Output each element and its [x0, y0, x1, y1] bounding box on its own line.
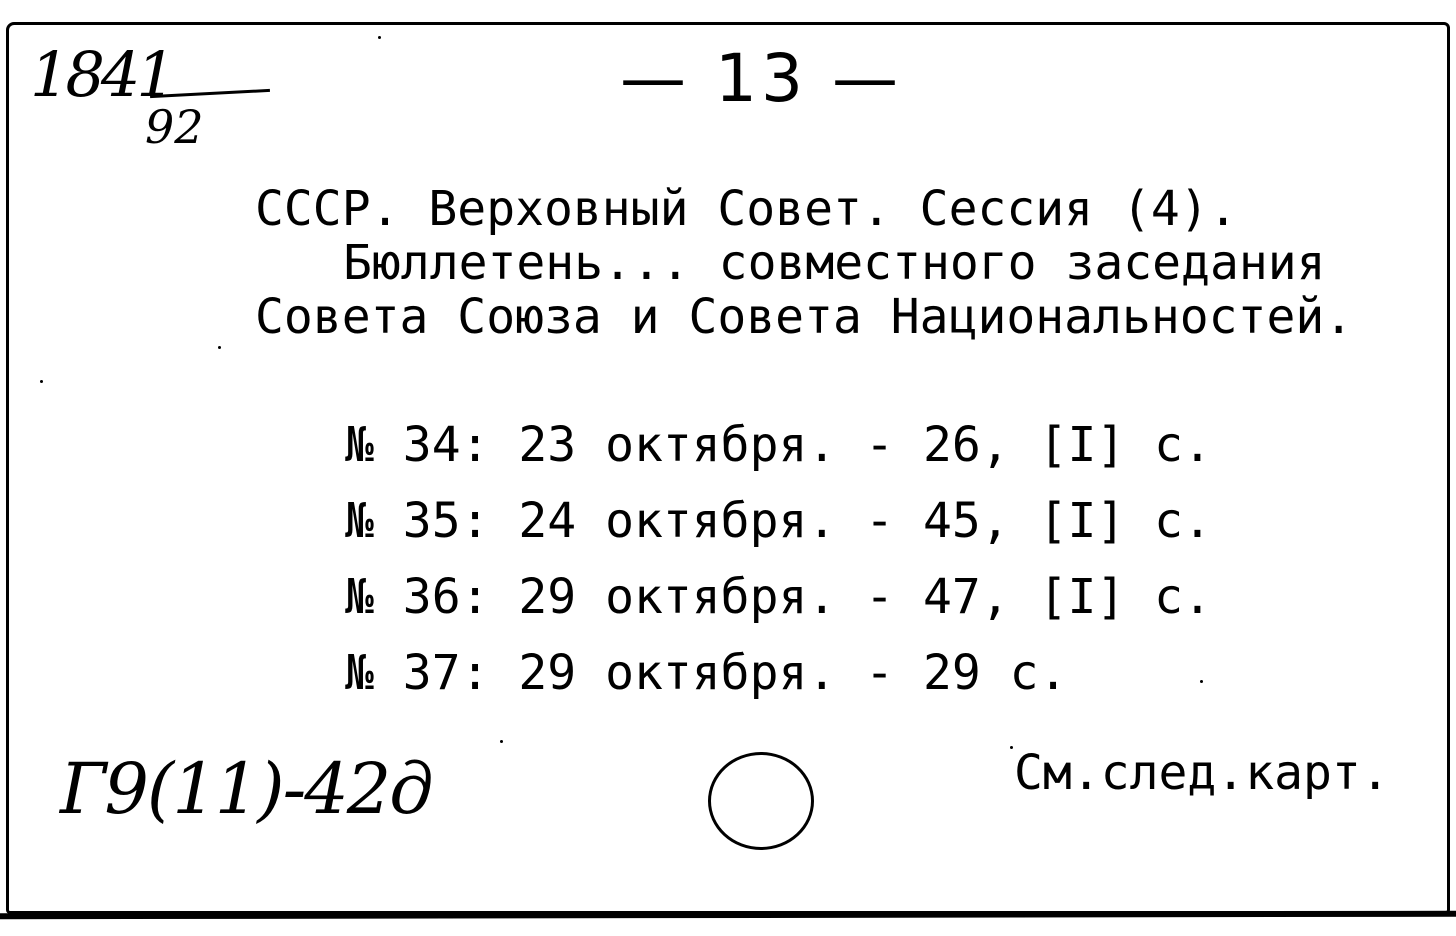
punch-hole-icon	[708, 752, 814, 850]
issue-entry: № 36: 29 октября. - 47, [I] с.	[345, 569, 1212, 625]
scan-speck	[218, 346, 221, 349]
scan-speck	[378, 36, 381, 39]
inventory-number: 1841	[30, 38, 172, 111]
card-bottom-edge	[0, 911, 1456, 920]
title-line: СССР. Верховный Совет. Сессия (4).	[255, 181, 1238, 237]
issue-entry: № 34: 23 октября. - 26, [I] с.	[345, 417, 1212, 473]
title-line: Бюллетень... совместного заседания	[343, 235, 1326, 291]
issue-entry: № 37: 29 октября. - 29 с.	[345, 645, 1068, 701]
issue-entry: № 35: 24 октября. - 45, [I] с.	[345, 493, 1212, 549]
title-line: Совета Союза и Совета Национальностей.	[255, 289, 1354, 345]
scan-speck	[1010, 746, 1013, 749]
page-number: — 13 —	[620, 40, 902, 117]
inventory-suffix: 92	[145, 100, 204, 154]
scan-speck	[500, 740, 503, 743]
scan-speck	[1200, 680, 1203, 683]
shelf-code: Г9(11)-42д	[60, 748, 432, 830]
scan-speck	[40, 380, 43, 383]
see-next-card-note: См.след.карт.	[1014, 745, 1390, 801]
